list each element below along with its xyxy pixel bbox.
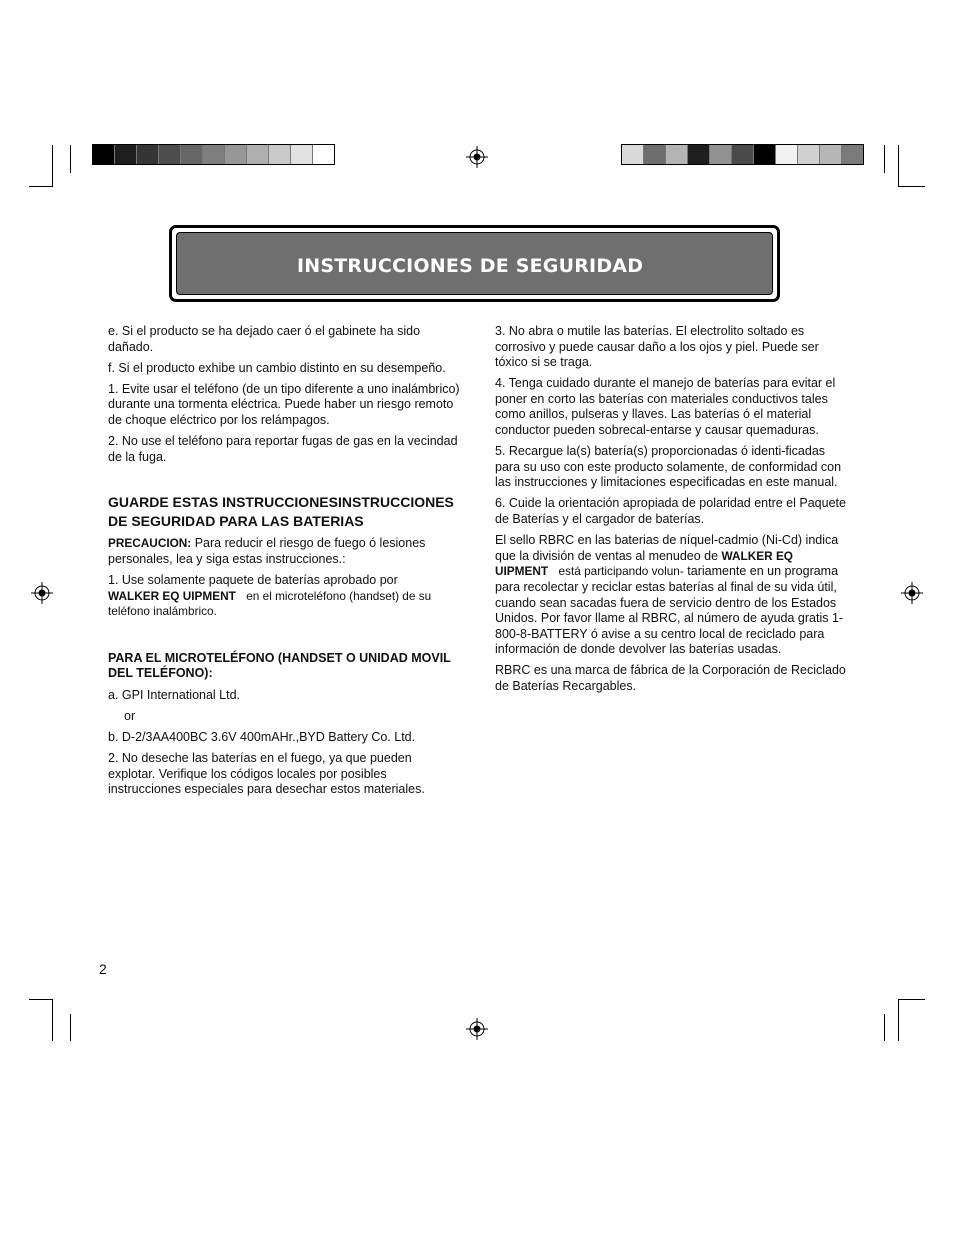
brand-name: WALKER EQ UIPMENT bbox=[495, 548, 793, 579]
color-swatch bbox=[247, 145, 269, 164]
color-swatch bbox=[291, 145, 313, 164]
caution-text: Para reducir el riesgo de fuego ó lesiones personales, lea y siga estas instrucciones.: bbox=[108, 536, 426, 566]
battery-paragraph-1-start: 1. Use solamente paquete de baterías aprobado por bbox=[108, 572, 398, 587]
registration-mark-left-icon bbox=[31, 582, 53, 604]
right-column bbox=[495, 324, 847, 700]
brand-name: WALKER EQ UIPMENT bbox=[108, 588, 236, 603]
option-a: a. GPI International Ltd. bbox=[108, 687, 241, 702]
color-swatch bbox=[181, 145, 203, 164]
caution-label: PRECAUCION: bbox=[108, 536, 192, 551]
color-swatch bbox=[710, 145, 732, 164]
paragraph-2: 2. No use el teléfono para reportar fugas de gas en la vecindad de la fuga. bbox=[108, 434, 458, 464]
battery-paragraph-2: 2. No deseche las baterías en el fuego, ya que pueden explotar. Verifique los códigos locales por posibles instrucciones especiales para desechar estos materiales. bbox=[108, 751, 425, 797]
color-swatch bbox=[313, 145, 334, 164]
registration-mark-right-icon bbox=[901, 582, 923, 604]
color-swatch bbox=[644, 145, 666, 164]
paragraph-6: 6. Cuide la orientación apropiada de polaridad entre el Paquete de Baterías y el cargador de baterías. bbox=[495, 496, 846, 527]
color-swatch bbox=[93, 145, 115, 164]
paragraph-f: f. Si el producto exhibe un cambio distinto en su desempeño. bbox=[108, 360, 446, 375]
color-swatch bbox=[115, 145, 137, 164]
color-swatch bbox=[269, 145, 291, 164]
color-swatch bbox=[820, 145, 842, 164]
color-swatch bbox=[203, 145, 225, 164]
color-swatch bbox=[159, 145, 181, 164]
battery-paragraph-1 bbox=[108, 573, 460, 620]
color-swatch bbox=[754, 145, 776, 164]
registration-mark-bottom-icon bbox=[466, 1018, 488, 1040]
paragraph-3: 3. No abra o mutile las baterías. El electrolito soltado es corrosivo y puede causar daño a los ojos y piel. Puede ser tóxico si se traga. bbox=[495, 324, 819, 370]
caution-paragraph bbox=[108, 536, 460, 567]
color-swatch bbox=[137, 145, 159, 164]
rbrc-text-start: El sello RBRC en las baterias de níquel-cadmio (Ni-Cd) indica que la división de ventas al menudeo de bbox=[495, 533, 839, 563]
color-swatch bbox=[732, 145, 754, 164]
battery-safety-heading: GUARDE ESTAS INSTRUCCIONESINSTRUCCIONES DE SEGURIDAD PARA LAS BATERIAS bbox=[108, 494, 454, 529]
page-title: INSTRUCCIONES DE SEGURIDAD bbox=[297, 255, 644, 277]
battery-paragraph-1-end: en el microteléfono (handset) de su teléfono inalámbrico. bbox=[108, 588, 432, 619]
rbrc-paragraph bbox=[495, 533, 847, 658]
paragraph-1: 1. Evite usar el teléfono (de un tipo diferente a uno inalámbrico) durante una tormenta eléctrica. Puede haber un riesgo remoto de choque eléctrico por los relámpagos. bbox=[108, 381, 460, 427]
color-swatch bbox=[842, 145, 863, 164]
paragraph-4: 4. Tenga cuidado durante el manejo de baterías para evitar el poner en corto las baterías con materiales conductivos tales como anillos, pulseras y llaves. Las baterías ó el material conductor pueden sobrecal-entarse y causar quemaduras. bbox=[495, 376, 836, 438]
left-column bbox=[108, 324, 460, 803]
color-calibration-bar-left bbox=[92, 144, 335, 165]
color-swatch bbox=[225, 145, 247, 164]
title-banner bbox=[169, 225, 780, 302]
handset-heading: PARA EL MICROTELÉFONO (HANDSET O UNIDAD MOVIL DEL TELÉFONO): bbox=[108, 650, 451, 681]
page-number: 2 bbox=[99, 961, 107, 977]
rbrc-text-mid: está participando volun- bbox=[558, 564, 684, 579]
color-swatch bbox=[776, 145, 798, 164]
trademark-paragraph: RBRC es una marca de fábrica de la Corporación de Reciclado de Baterías Recargables. bbox=[495, 663, 846, 693]
rbrc-text-end: tariamente en un programa para recolectar y reciclar estas baterías al final de su vida útil, cuando sean sacadas fuera de servicio dentro de los Estados Unidos. Por favor llame al RBRC, al número de ayuda gratis 1-800-8-BATTERY ó avise a su centro local de reciclado para información de donde devolver las baterías usadas. bbox=[495, 564, 844, 657]
paragraph-5: 5. Recargue la(s) batería(s) proporcionadas ó identi-ficadas para su uso con este producto solamente, de conformidad con las instrucciones y limitaciones especificadas en este manual. bbox=[495, 444, 842, 490]
color-swatch bbox=[688, 145, 710, 164]
option-b: b. D-2/3AA400BC 3.6V 400mAHr.,BYD Battery Co. Ltd. bbox=[108, 729, 416, 744]
color-swatch bbox=[798, 145, 820, 164]
color-swatch bbox=[666, 145, 688, 164]
registration-mark-top-icon bbox=[466, 146, 488, 168]
title-banner-fill bbox=[176, 232, 773, 295]
paragraph-e: e. Si el producto se ha dejado caer ó el gabinete ha sido dañado. bbox=[108, 324, 421, 354]
option-or: or bbox=[124, 708, 136, 723]
color-swatch bbox=[622, 145, 644, 164]
color-calibration-bar-right bbox=[621, 144, 864, 165]
